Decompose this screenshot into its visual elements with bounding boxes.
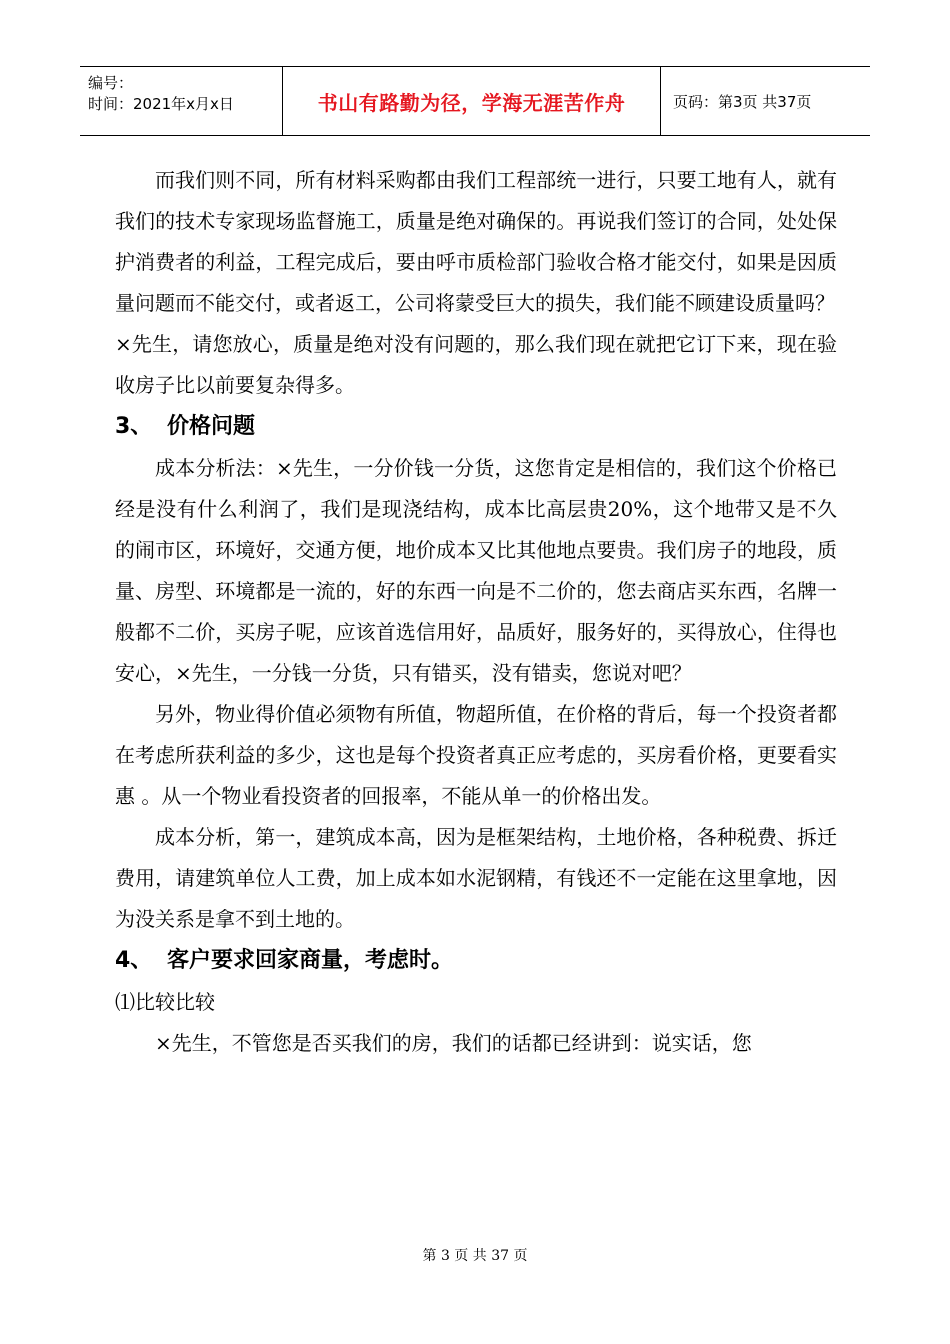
page-footer: 第 3 页 共 37 页	[422, 1248, 528, 1264]
paragraph-value: 另外，物业得价值必须物有所值，物超所值，在价格的背后，每一个投资者都在考虑所获利益的多少，这也是每个投资者真正应考虑的，买房看价格，更要看实惠 。从一个物业看投资者的回报率，不能从单一的价格出发。	[115, 702, 837, 808]
section-heading-price	[115, 406, 837, 448]
header-motto: 书山有路勤为径，学海无涯苦作舟	[283, 67, 661, 135]
paragraph-cost-analysis: 成本分析法：×先生，一分价钱一分货，这您肯定是相信的，我们这个价格已经是没有什么利润了，我们是现浇结构，成本比高层贵20%，这个地带又是不久的闹市区，环境好，交通方便，地价成本又比其他地点要贵。我们房子的地段，质量、房型、环境都是一流的，好的东西一向是不二价的，您去商店买东西，名牌一般都不二价，买房子呢，应该首选信用好，品质好，服务好的，买得放心，住得也安心，×先生，一分钱一分货，只有错买，没有错卖，您说对吧？	[115, 456, 837, 685]
paragraph-cost-breakdown: 成本分析，第一，建筑成本高，因为是框架结构，土地价格，各种税费、拆迁费用，请建筑单位人工费，加上成本如水泥钢精，有钱还不一定能在这里拿地，因为没关系是拿不到土地的。	[115, 825, 837, 931]
section-number: 4、	[115, 948, 153, 973]
paragraph-compare: ×先生，不管您是否买我们的房，我们的话都已经讲到：说实话，您	[155, 1031, 752, 1055]
header-number-label: 编号：	[88, 74, 134, 92]
subsection-compare: ⑴比较比较	[115, 990, 215, 1014]
document-header	[80, 66, 870, 136]
header-page-info: 页码：第3页 共37页	[673, 92, 812, 111]
section-title: 客户要求回家商量，考虑时。	[167, 948, 454, 973]
section-number: 3、	[115, 414, 153, 439]
header-meta	[80, 67, 283, 135]
section-title: 价格问题	[167, 414, 256, 439]
section-heading-consider	[115, 940, 837, 982]
paragraph-quality-reassure: ×先生，请您放心，质量是绝对没有问题的，那么我们现在就把它订下来，现在验收房子比以前要复杂得多。	[115, 332, 837, 397]
paragraph-quality-assurance: 而我们则不同，所有材料采购都由我们工程部统一进行，只要工地有人，就有我们的技术专家现场监督施工，质量是绝对确保的。再说我们签订的合同，处处保护消费者的利益，工程完成后，要由呼市质检部门验收合格才能交付，如果是因质量问题而不能交付，或者返工，公司将蒙受巨大的损失，我们能不顾建设质量吗？	[115, 168, 837, 315]
document-body	[115, 160, 837, 1064]
header-date-label: 时间：2021年x月x日	[88, 95, 234, 113]
